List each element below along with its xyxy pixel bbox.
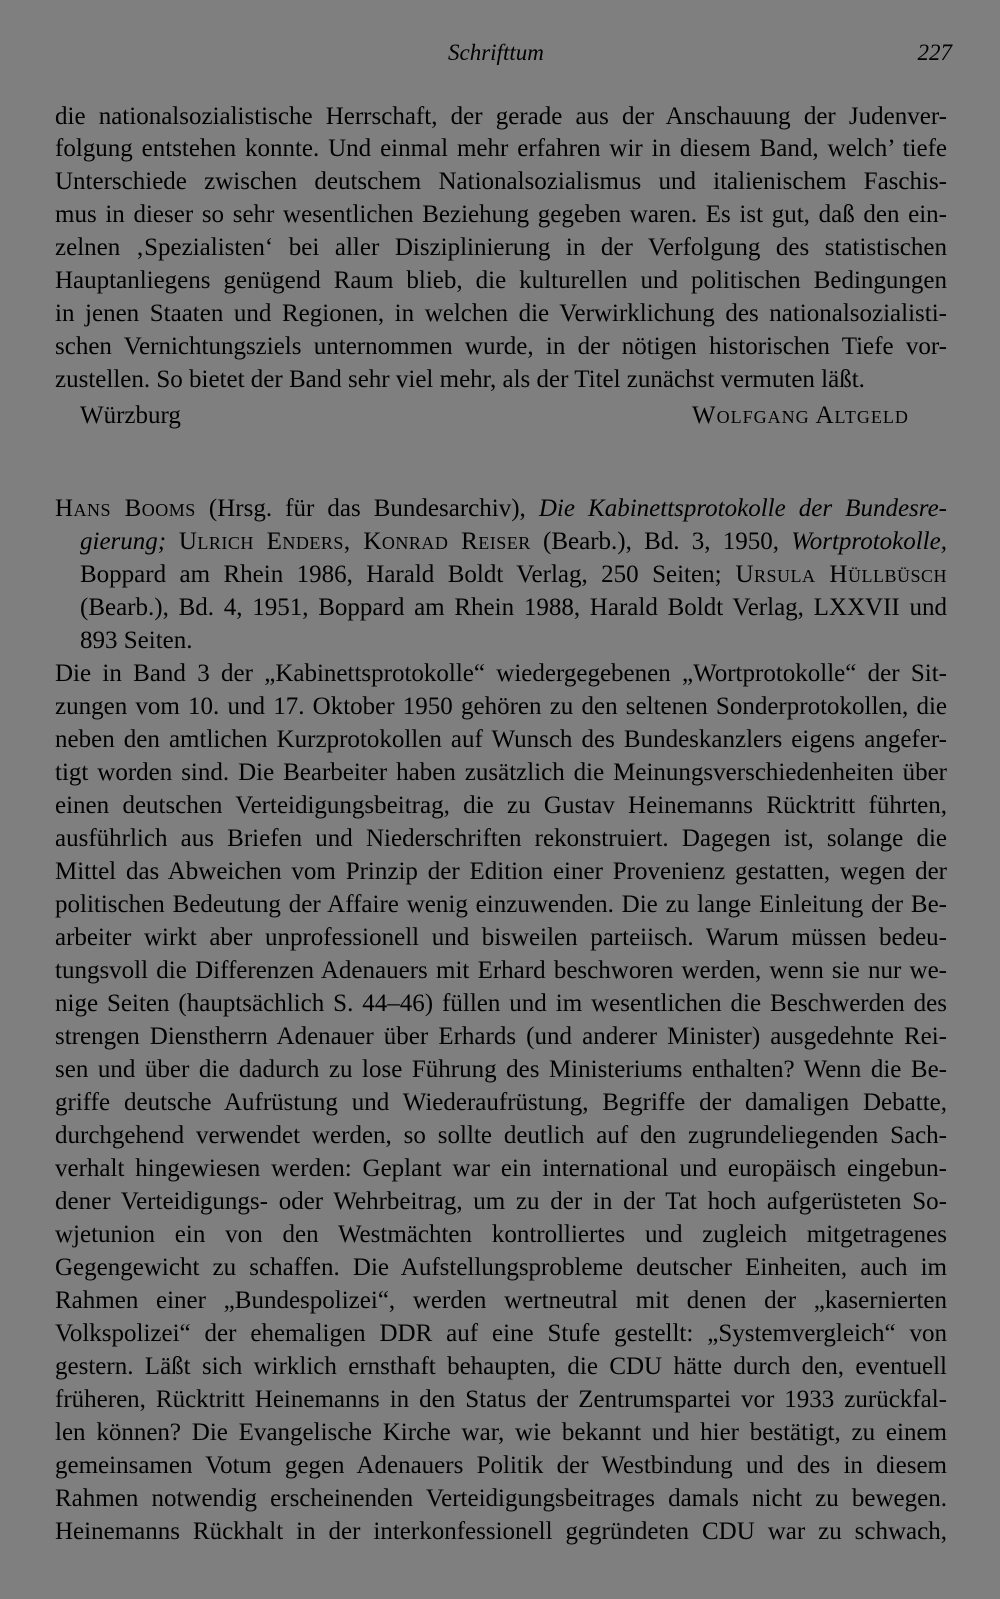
text-line: Hauptanliegens genügend Raum blieb, die kulturellen und politischen Bedingungen: [55, 267, 947, 294]
text-line: nige Seiten (hauptsächlich S. 44–46) füllen und im wesentlichen die Beschwerden des: [55, 990, 947, 1017]
text-line: Volkspolizei“ der ehemaligen DDR auf eine Stufe gestellt: „Systemvergleich“ von: [55, 1320, 947, 1347]
text-line: durchgehend verwendet werden, so sollte deutlich auf den zugrundeliegenden Sach-: [55, 1122, 947, 1149]
text-line: arbeiter wirkt aber unprofessionell und bisweilen parteiisch. Warum müssen bedeu-: [55, 924, 947, 951]
text-line: mus in dieser so sehr wesentlichen Beziehung gegeben waren. Es ist gut, daß den ein-: [55, 201, 947, 228]
text-line: gestern. Läßt sich wirklich ernsthaft behaupten, die CDU hätte durch den, eventuell: [55, 1353, 947, 1380]
editor-name: Hans Booms: [55, 495, 196, 522]
publication-info: Boppard am Rhein 1986, Harald Boldt Verlag, 250 Seiten;: [80, 561, 722, 588]
bearbeiter-names: Ursula Hüllbüsch: [721, 561, 947, 588]
citation-line: [55, 493, 947, 525]
text-line: ausführlich aus Briefen und Niederschriften rekonstruiert. Dagegen ist, solange die: [55, 825, 947, 852]
citation-line: [80, 559, 947, 591]
text-line: Die in Band 3 der „Kabinettsprotokolle“ wiedergegebenen „Wortprotokolle“ der Sit-: [55, 660, 947, 687]
citation-line: 893 Seiten.: [80, 627, 193, 654]
reviewer-place: Würzburg: [80, 402, 181, 429]
text-line: politischen Bedeutung der Affaire wenig einzuwenden. Die zu lange Einleitung der Be-: [55, 891, 947, 918]
text-line: Unterschiede zwischen deutschem Nationalsozialismus und italienischem Faschis-: [55, 168, 947, 195]
volume-info: (Bearb.), Bd. 3, 1950,: [530, 528, 792, 555]
page-number: 227: [917, 40, 952, 65]
text-line: neben den amtlichen Kurzprotokollen auf Wunsch des Bundeskanzlers eigens angefer-: [55, 726, 947, 753]
text-line: len können? Die Evangelische Kirche war, wie bekannt und hier bestätigt, zu einem: [55, 1419, 947, 1446]
text-line: schen Vernichtungsziels unternommen wurde, in der nötigen historischen Tiefe vor-: [55, 333, 947, 360]
text-line: Gegengewicht zu schaffen. Die Aufstellungsprobleme deutscher Einheiten, auch im: [55, 1254, 947, 1281]
bearbeiter-names: Ulrich Enders, Konrad Reiser: [166, 528, 531, 555]
work-title: Die Kabinettsprotokolle der Bundesre-: [538, 495, 947, 522]
running-title: Schrifttum: [448, 40, 544, 65]
text-line: verhalt hingewiesen werden: Geplant war ein international und europäisch eingebun-: [55, 1155, 947, 1182]
text-line: dener Verteidigungs- oder Wehrbeitrag, um zu der in der Tat hoch aufgerüsteten So-: [55, 1188, 947, 1215]
text-line: die nationalsozialistische Herrschaft, der gerade aus der Anschauung der Judenver-: [55, 103, 947, 130]
text-line: tungsvoll die Differenzen Adenauers mit Erhard beschworen werden, wenn sie nur we-: [55, 957, 947, 984]
text-line: griffe deutsche Aufrüstung und Wiederaufrüstung, Begriffe der damaligen Debatte,: [55, 1089, 947, 1116]
text-line: früheren, Rücktritt Heinemanns in den Status der Zentrumspartei vor 1933 zurückfal-: [55, 1386, 947, 1413]
reviewer-name: Wolfgang Altgeld: [692, 402, 909, 429]
text-line: wjetunion ein von den Westmächten kontrolliertes und zugleich mitgetragenes: [55, 1221, 947, 1248]
citation-line: (Bearb.), Bd. 4, 1951, Boppard am Rhein 1988, Harald Boldt Verlag, LXXVII und: [80, 594, 947, 621]
text-line: in jenen Staaten und Regionen, in welchen die Verwirklichung des nationalsozialisti-: [55, 300, 947, 327]
text-line: Rahmen einer „Bundespolizei“, werden wertneutral mit denen der „kasernierten: [55, 1287, 947, 1314]
text-line: Mittel das Abweichen vom Prinzip der Edition einer Provenienz gestatten, wegen der: [55, 858, 947, 885]
citation-line: [80, 526, 947, 558]
text-line: Heinemanns Rückhalt in der interkonfessionell gegründeten CDU war zu schwach,: [55, 1518, 947, 1545]
text-line: einen deutschen Verteidigungsbeitrag, die zu Gustav Heinemanns Rücktritt führten,: [55, 792, 947, 819]
text-line: gemeinsamen Votum gegen Adenauers Politik der Westbindung und des in diesem: [55, 1452, 947, 1479]
text-line: Rahmen notwendig erscheinenden Verteidigungsbeitrages damals nicht zu bewegen.: [55, 1485, 947, 1512]
editor-role: (Hrsg. für das Bundesarchiv),: [195, 495, 539, 522]
text-line: zustellen. So bietet der Band sehr viel mehr, als der Titel zunächst vermuten läßt.: [55, 366, 865, 393]
text-line: zungen vom 10. und 17. Oktober 1950 gehören zu den seltenen Sonderprotokollen, die: [55, 693, 947, 720]
text-line: strengen Dienstherrn Adenauer über Erhards (und anderer Minister) ausgedehnte Rei-: [55, 1023, 947, 1050]
work-title: gierung;: [80, 528, 167, 555]
text-line: folgung entstehen konnte. Und einmal mehr erfahren wir in diesem Band, welch’ tiefe: [55, 135, 947, 162]
text-line: tigt worden sind. Die Bearbeiter haben zusätzlich die Meinungsverschiedenheiten über: [55, 759, 947, 786]
text-line: zelnen ‚Spezialisten‘ bei aller Disziplinierung in der Verfolgung des statistischen: [55, 234, 947, 261]
volume-subtitle: Wortprotokolle,: [791, 528, 947, 555]
text-line: sen und über die dadurch zu lose Führung des Ministeriums enthalten? Wenn die Be-: [55, 1056, 947, 1083]
